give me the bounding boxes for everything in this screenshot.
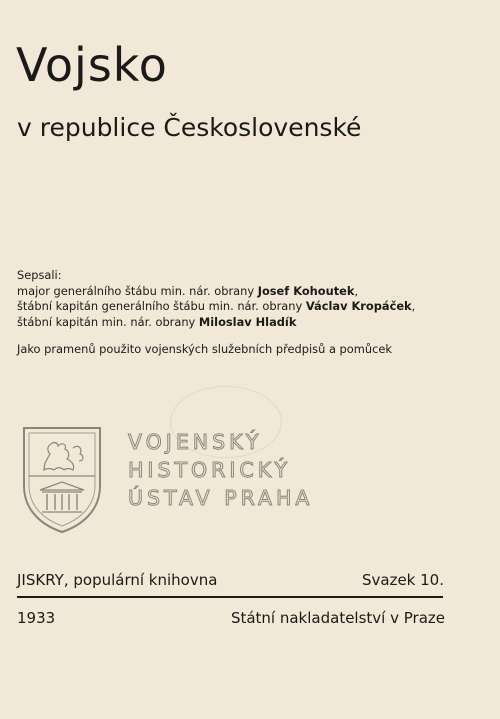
series-volume: Svazek 10. bbox=[361, 571, 444, 589]
author-line bbox=[17, 299, 415, 315]
author-rank: štábní kapitán min. nár. obrany bbox=[17, 314, 199, 329]
authors-block bbox=[17, 268, 415, 330]
authors-label: Sepsali: bbox=[17, 268, 62, 282]
series-name: JISKRY, populární knihovna bbox=[17, 571, 218, 589]
author-rank: major generálního štábu min. nár. obrany bbox=[17, 283, 258, 298]
book-title: Vojsko bbox=[16, 38, 168, 92]
stamp-line: ÚSTAV PRAHA bbox=[128, 486, 314, 510]
author-suffix: , bbox=[354, 283, 359, 298]
stamp-line: VOJENSKÝ bbox=[128, 430, 263, 454]
publication-year: 1933 bbox=[17, 609, 56, 627]
imprint-line bbox=[17, 609, 445, 627]
sources-note: Jako pramenů použito vojenských služebních předpisů a pomůcek bbox=[17, 342, 392, 356]
publisher: Státní nakladatelství v Praze bbox=[230, 609, 445, 627]
author-suffix: , bbox=[411, 299, 416, 313]
series-line bbox=[17, 571, 444, 589]
divider bbox=[17, 596, 443, 598]
library-stamp bbox=[20, 424, 490, 536]
author-name: Miloslav Hladík bbox=[198, 314, 297, 329]
book-subtitle: v republice Československé bbox=[17, 113, 362, 142]
author-line bbox=[17, 284, 415, 300]
lion-shield-icon bbox=[20, 424, 104, 534]
stamp-line: HISTORICKÝ bbox=[128, 458, 291, 482]
stamp-text bbox=[128, 428, 313, 512]
author-name: Václav Kropáček bbox=[305, 299, 412, 313]
author-rank: štábní kapitán generálního štábu min. nár. obrany bbox=[17, 299, 306, 313]
author-name: Josef Kohoutek bbox=[257, 283, 355, 298]
author-line bbox=[17, 315, 415, 331]
